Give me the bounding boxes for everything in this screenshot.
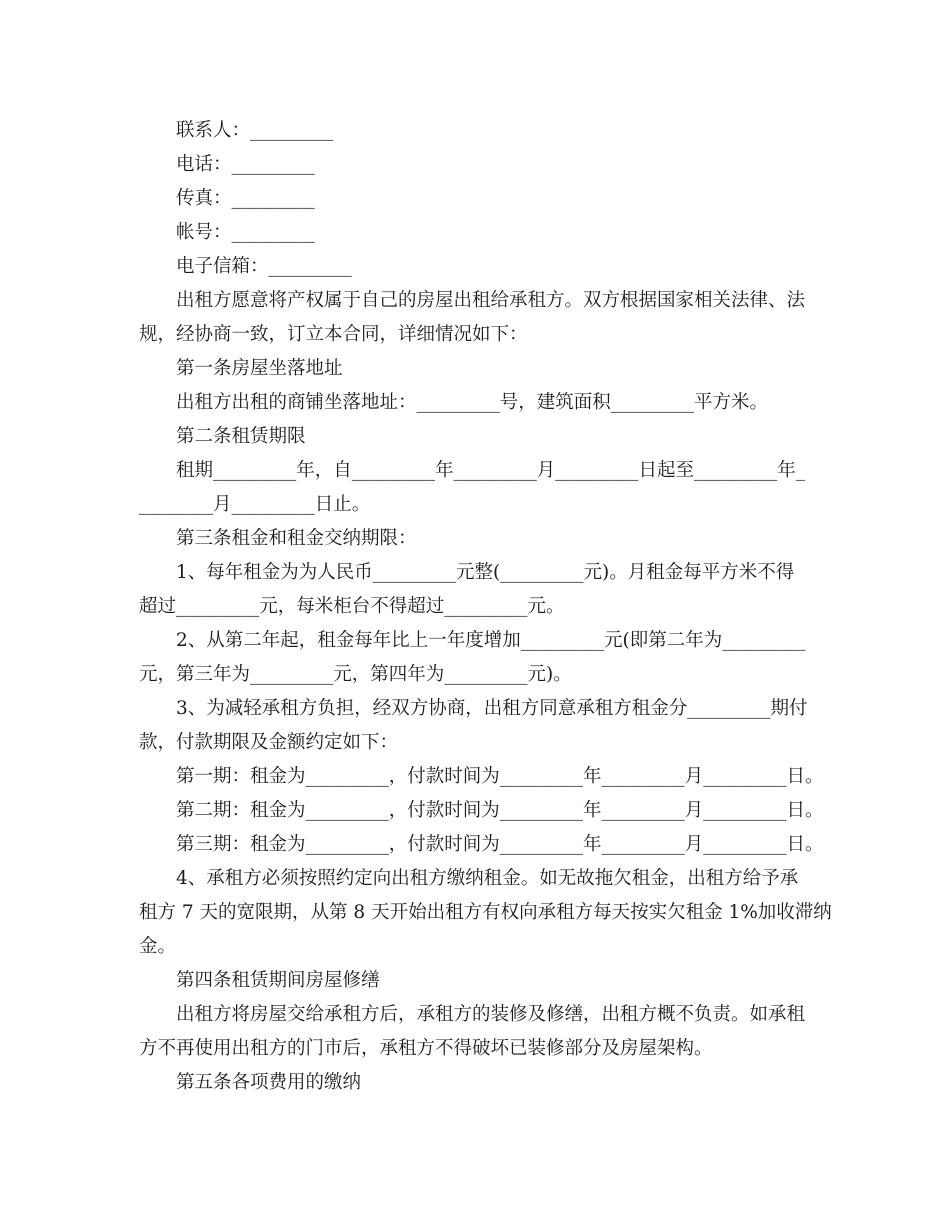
installment-1-line: 第一期：租金为_________，付款时间为_________年_________月_________日。 bbox=[139, 766, 824, 787]
rent-clause-3-line-1: 3、为减轻承租方负担，经双方协商，出租方同意承租方租金分_________期付 bbox=[139, 698, 808, 719]
article-4-heading: 第四条租赁期间房屋修缮 bbox=[139, 970, 380, 991]
email-line: 电子信箱：_________ bbox=[139, 256, 352, 277]
rent-clause-1-line-1: 1、每年租金为为人民币_________元整(_________元)。月租金每平方米不得 bbox=[139, 562, 795, 583]
rent-clause-4-line-2: 租方 7 天的宽限期，从第 8 天开始出租方有权向承租方每天按实欠租金 1%加收滞纳 bbox=[139, 902, 832, 923]
rent-clause-2-line-2: 元，第三年为_________元，第四年为_________元)。 bbox=[139, 664, 572, 685]
article-5-heading: 第五条各项费用的缴纳 bbox=[139, 1072, 362, 1093]
rent-clause-2-line-1: 2、从第二年起，租金每年比上一年度增加_________元(即第二年为_________ bbox=[139, 630, 806, 651]
lease-term-line-1: 租期_________年，自_________年_________月_________日起至_________年_ bbox=[139, 460, 806, 481]
rent-clause-4-line-3: 金。 bbox=[139, 936, 177, 957]
rent-clause-1-line-2: 超过_________元，每米柜台不得超过_________元。 bbox=[139, 596, 565, 617]
repair-clause-line-1: 出租方将房屋交给承租方后，承租方的装修及修缮，出租方概不负责。如承租 bbox=[139, 1004, 806, 1025]
installment-3-line: 第三期：租金为_________，付款时间为_________年_________月_________日。 bbox=[139, 834, 824, 855]
fax-line: 传真：_________ bbox=[139, 188, 315, 209]
phone-line: 电话：_________ bbox=[139, 154, 315, 175]
article-1-address-line: 出租方出租的商铺坐落地址：_________号，建筑面积_________平方米。 bbox=[139, 392, 769, 413]
article-3-heading: 第三条租金和租金交纳期限： bbox=[139, 528, 417, 549]
contact-person-line: 联系人：_________ bbox=[139, 120, 334, 141]
repair-clause-line-2: 方不再使用出租方的门市后，承租方不得破坏已装修部分及房屋架构。 bbox=[139, 1038, 713, 1059]
preamble-line-1: 出租方愿意将产权属于自己的房屋出租给承租方。双方根据国家相关法律、法 bbox=[139, 290, 806, 311]
rent-clause-3-line-2: 款，付款期限及金额约定如下： bbox=[139, 732, 399, 753]
article-2-heading: 第二条租赁期限 bbox=[139, 426, 306, 447]
account-line: 帐号：_________ bbox=[139, 222, 315, 243]
rent-clause-4-line-1: 4、承租方必须按照约定向出租方缴纳租金。如无故拖欠租金，出租方给予承 bbox=[139, 868, 799, 889]
preamble-line-2: 规，经协商一致，订立本合同，详细情况如下： bbox=[139, 324, 528, 345]
installment-2-line: 第二期：租金为_________，付款时间为_________年_________月_________日。 bbox=[139, 800, 824, 821]
lease-term-line-2: ________月_________日止。 bbox=[139, 494, 371, 515]
article-1-heading: 第一条房屋坐落地址 bbox=[139, 358, 343, 379]
